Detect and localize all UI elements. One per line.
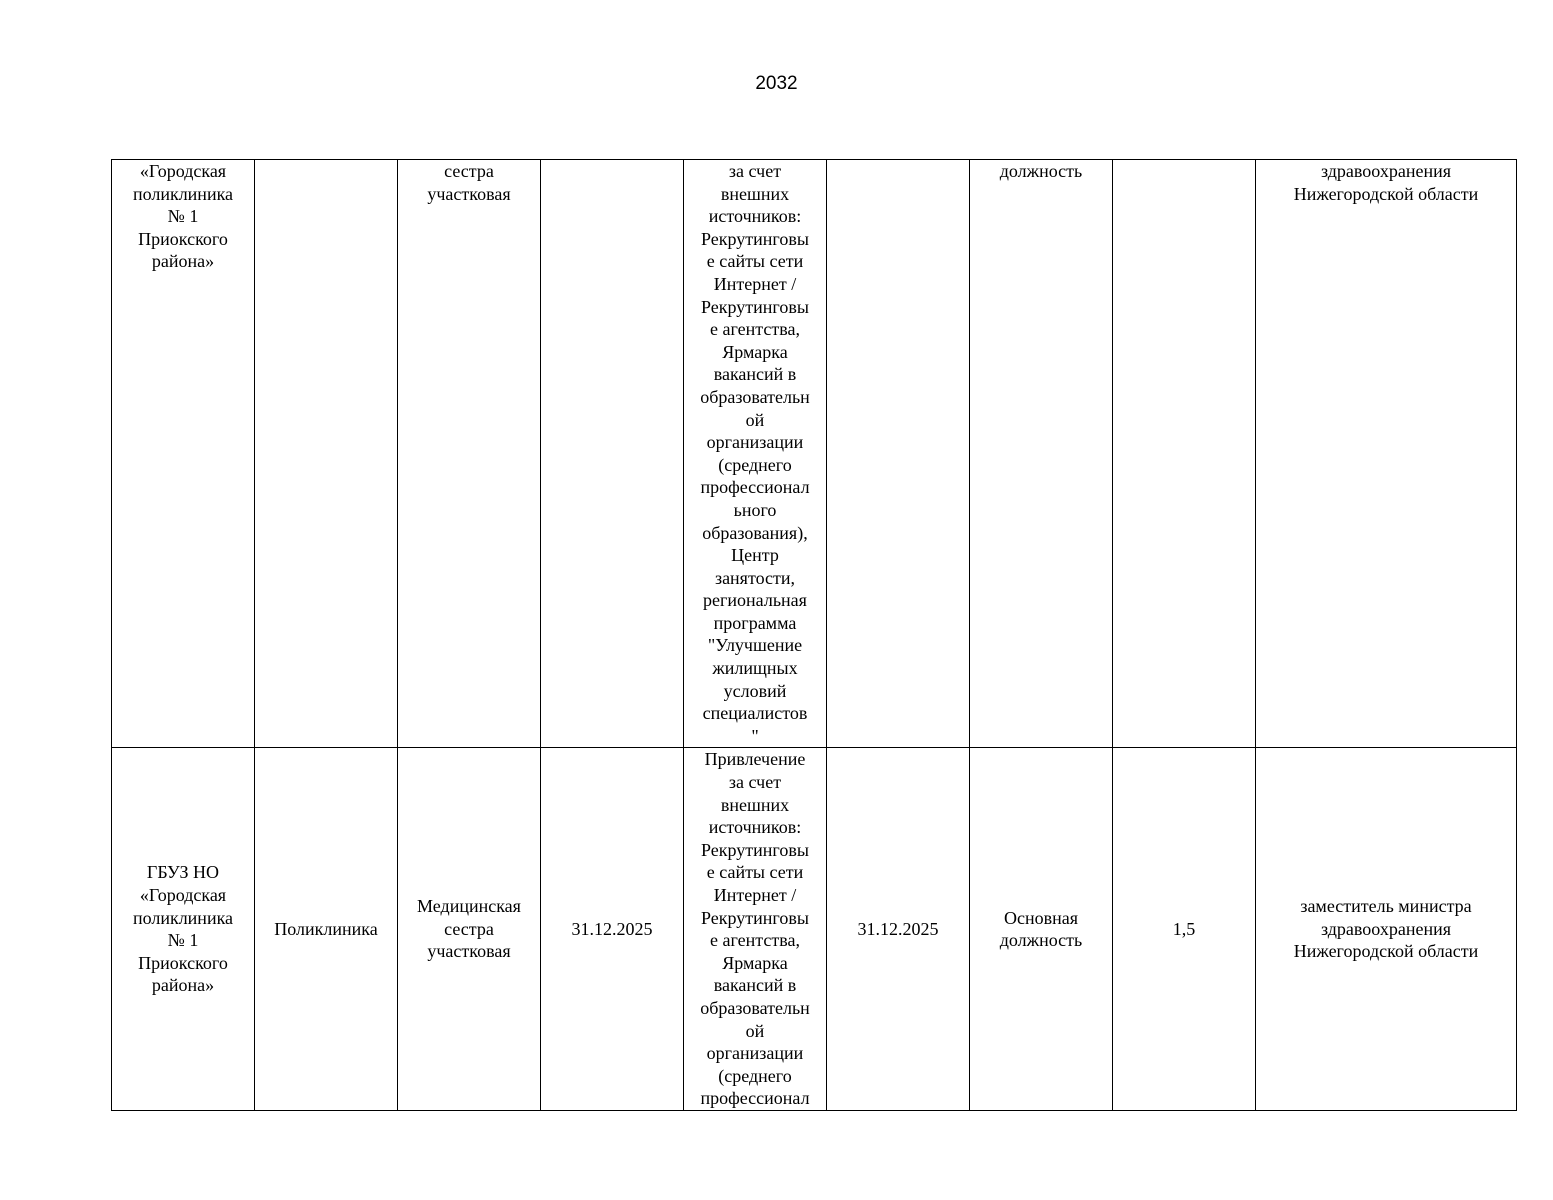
cell-responsible: заместитель министра здравоохранения Нижегородской области bbox=[1256, 748, 1517, 1111]
cell-employment: должность bbox=[970, 160, 1113, 748]
cell-organization: «Городская поликлиника № 1 Приокского района» bbox=[112, 160, 255, 748]
cell-organization: ГБУЗ НО «Городская поликлиника № 1 Приокского района» bbox=[112, 748, 255, 1111]
cell-date-fill bbox=[827, 160, 970, 748]
table-row bbox=[112, 160, 1517, 748]
cell-unit: Поликлиника bbox=[255, 748, 398, 1111]
cell-unit bbox=[255, 160, 398, 748]
cell-rate bbox=[1113, 160, 1256, 748]
table-row bbox=[112, 748, 1517, 1111]
cell-date-fill: 31.12.2025 bbox=[827, 748, 970, 1111]
cell-date-need bbox=[541, 160, 684, 748]
cell-employment: Основная должность bbox=[970, 748, 1113, 1111]
page-number: 2032 bbox=[755, 73, 798, 94]
cell-rate: 1,5 bbox=[1113, 748, 1256, 1111]
cell-position: Медицинская сестра участковая bbox=[398, 748, 541, 1111]
cell-source: Привлечение за счет внешних источников: Рекрутинговы е сайты сети Интернет / Рекрутинговы е агентства, Ярмарка вакансий в образовательн ой организации (среднего профессионал bbox=[684, 748, 827, 1111]
cell-responsible: здравоохранения Нижегородской области bbox=[1256, 160, 1517, 748]
staffing-table bbox=[111, 159, 1517, 1111]
cell-position: сестра участковая bbox=[398, 160, 541, 748]
cell-date-need: 31.12.2025 bbox=[541, 748, 684, 1111]
cell-source: за счет внешних источников: Рекрутинговы е сайты сети Интернет / Рекрутинговы е агентства, Ярмарка вакансий в образовательн ой организации (среднего профессионал ьного образования), Центр занятости, региональная программа "Улучшение жилищных условий специалистов " bbox=[684, 160, 827, 748]
